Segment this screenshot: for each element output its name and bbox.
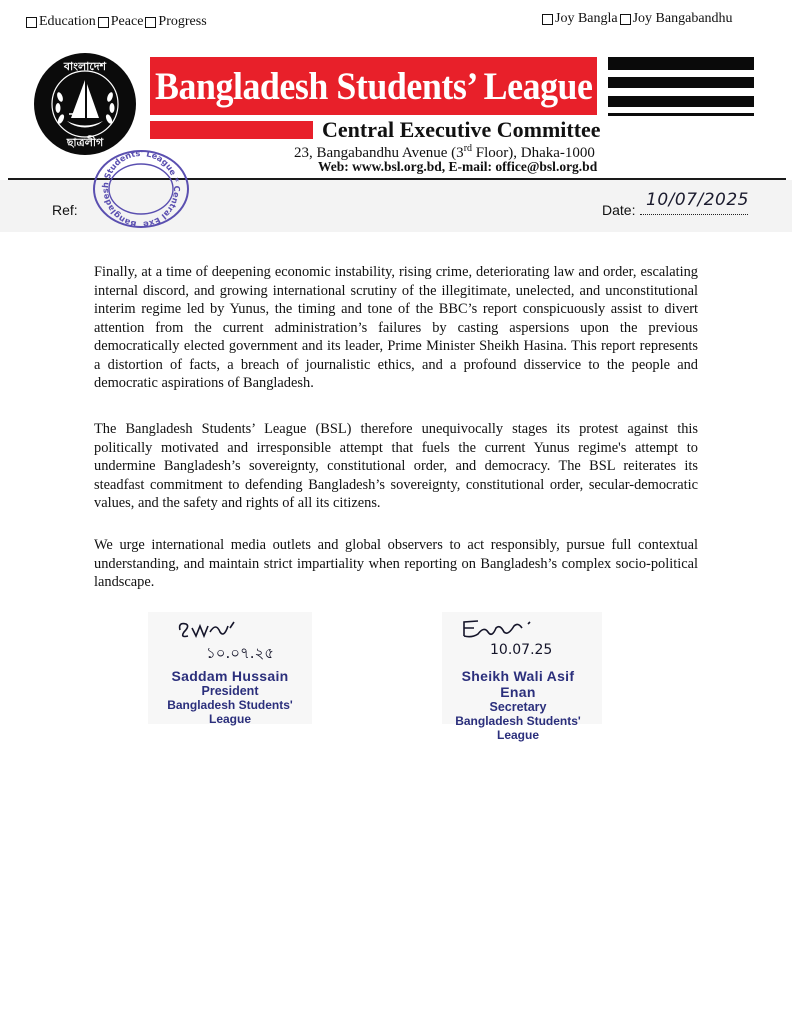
logo-text-bottom: ছাত্রলীগ bbox=[66, 136, 104, 149]
motto-left bbox=[26, 14, 207, 30]
paragraph-1: Finally, at a time of deepening economic instability, rising crime, deteriorating law and order, escalating internal discord, and growing international scrutiny of the illegitimate, unelected, and unconstitutional interim regime led by Yunus, the timing and tone of the BBC’s report conspicuously assist to divert attention from the current administration’s failures by casting aspersions upon the previous democratically elected government and its leader, Prime Minister Sheikh Hasina. This report represents a distortion of facts, a breach of journalistic ethics, and a profound disservice to the people and democratic aspirations of Bangladesh. bbox=[94, 264, 698, 391]
paragraph-2: The Bangladesh Students’ League (BSL) therefore unequivocally stages its protest against this politically motivated and irresponsible attempt that fuels the current Yunus regime's attempt to undermine Bangladesh’s sovereignty, constitutional order, and democracy. The BSL reiterates its steadfast commitment to defending Bangladesh’s sovereignty, constitutional order, secular-democratic values, and the safety and rights of all its citizens. bbox=[94, 421, 698, 511]
contact-line: Web: www.bsl.org.bd, E-mail: office@bsl.org.bd bbox=[318, 159, 598, 174]
ref-label: Ref: bbox=[52, 202, 78, 218]
signatory-org: Bangladesh Students' League bbox=[455, 714, 581, 742]
motto-progress: Progress bbox=[158, 14, 207, 29]
committee-name: Central Executive Committee bbox=[322, 117, 601, 142]
red-accent-strip bbox=[150, 121, 313, 139]
checkbox-icon bbox=[620, 14, 631, 25]
decorative-bars bbox=[608, 57, 754, 117]
signatory-secretary bbox=[442, 612, 602, 742]
date-underline bbox=[640, 214, 748, 215]
signatory-president bbox=[148, 612, 312, 724]
date-value: 10/07/2025 bbox=[646, 190, 749, 210]
official-seal bbox=[90, 148, 192, 232]
signatory-name: Saddam Hussain bbox=[171, 668, 289, 684]
motto-right bbox=[542, 11, 733, 27]
paragraph-3: We urge international media outlets and global observers to act responsibly, pursue full contextual understanding, and maintain strict impartiality when reporting on Bangladesh’s complex socio-political landscape. bbox=[94, 537, 698, 590]
bsl-logo bbox=[33, 52, 137, 156]
handwritten-date: ১০.০৭.২৫ bbox=[206, 644, 275, 662]
org-name: Bangladesh Students’ League bbox=[154, 64, 593, 108]
signatory-role: Secretary bbox=[489, 700, 547, 714]
signatory-name: Sheikh Wali Asif Enan bbox=[461, 668, 575, 700]
motto-education: Education bbox=[39, 14, 96, 29]
checkbox-icon bbox=[26, 17, 37, 28]
handwritten-date: 10.07.25 bbox=[490, 642, 553, 658]
checkbox-icon bbox=[145, 17, 156, 28]
checkbox-icon bbox=[542, 14, 553, 25]
logo-text-top: বাংলাদেশ bbox=[63, 60, 107, 73]
signature-president bbox=[176, 618, 256, 644]
signatory-role: President bbox=[201, 684, 259, 698]
org-title-banner bbox=[150, 57, 597, 115]
address: 23, Bangabandhu Avenue (3rd Floor), Dhaka-1000 bbox=[294, 143, 595, 161]
svg-text:Bangladesh Students' League *: Bangladesh Students' League * Central Exe bbox=[99, 148, 183, 230]
signature-secretary bbox=[458, 616, 548, 644]
motto-joy-bangla: Joy Bangla bbox=[555, 11, 618, 26]
signatory-org: Bangladesh Students' League bbox=[167, 698, 293, 726]
motto-joy-bangabandhu: Joy Bangabandhu bbox=[632, 11, 733, 26]
date-label: Date: bbox=[602, 202, 636, 218]
checkbox-icon bbox=[98, 17, 109, 28]
motto-peace: Peace bbox=[110, 14, 144, 29]
